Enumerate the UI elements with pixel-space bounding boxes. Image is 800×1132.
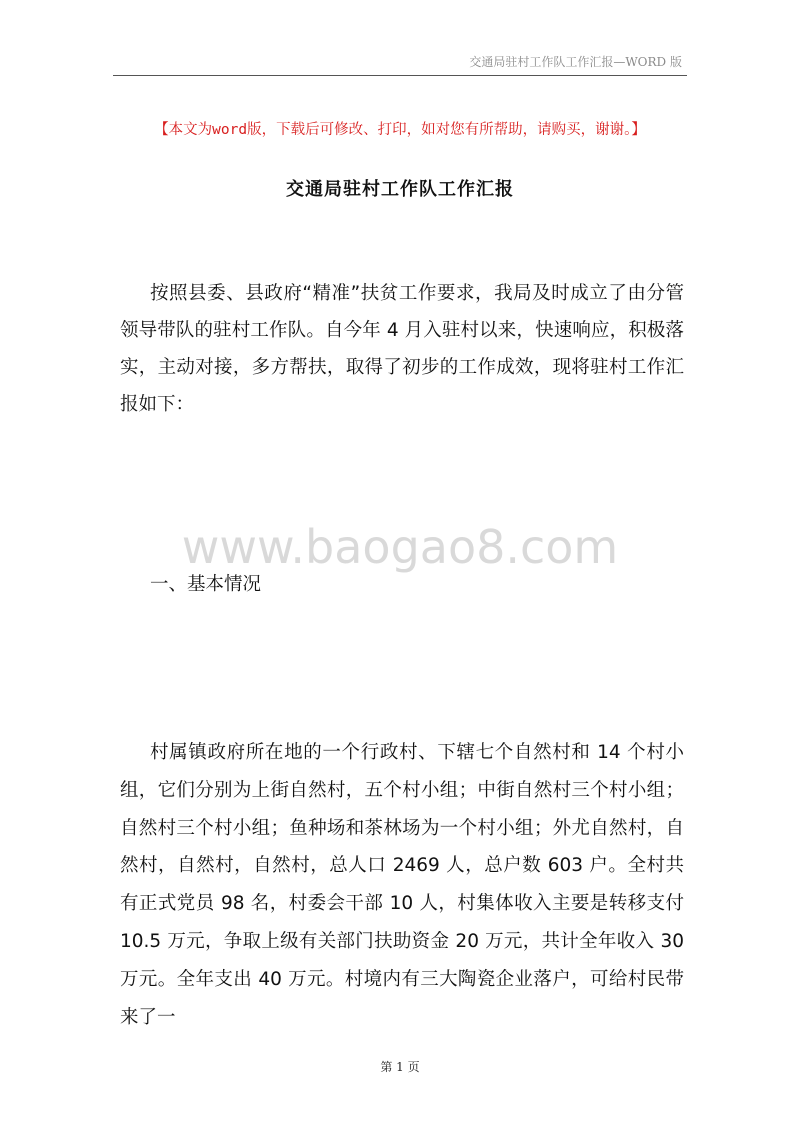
watermark: www.baogao8.com <box>181 520 619 574</box>
intro-paragraph: 按照县委、县政府“精准”扶贫工作要求，我局及时成立了由分管领导带队的驻村工作队。自今年 4 月入驻村以来，快速响应，积极落实，主动对接，多方帮扶，取得了初步的工作成效，现将驻村工作汇报如下： <box>120 283 684 415</box>
header-divider <box>113 75 687 76</box>
document-title: 交通局驻村工作队工作汇报 <box>286 179 514 200</box>
download-notice: 【本文为word版，下载后可修改、打印，如对您有所帮助，请购买，谢谢。】 <box>154 122 646 138</box>
page-number: 第 1 页 <box>380 1060 420 1074</box>
section-heading: 一、基本情况 <box>150 574 262 595</box>
basic-info-paragraph: 村属镇政府所在地的一个行政村、下辖七个自然村和 14 个村小组，它们分别为上街自然村，五个村小组；中街自然村三个村小组；自然村三个村小组；鱼种场和茶林场为一个村小组；外尤自然村，自然村，自然村，自然村，总人口 2469 人，总户数 603 户。全村共有正式党员 98 名，村委会干部 10 人，村集体收入主要是转移支付 10.5 万元，争取上级有关部门扶助资金 20 万元，共计全年收入 30 万元。全年支出 40 万元。村境内有三大陶瓷企业落户，可给村民带来了一 <box>120 742 684 1028</box>
header-title: 交通局驻村工作队工作汇报—WORD 版 <box>469 55 682 69</box>
